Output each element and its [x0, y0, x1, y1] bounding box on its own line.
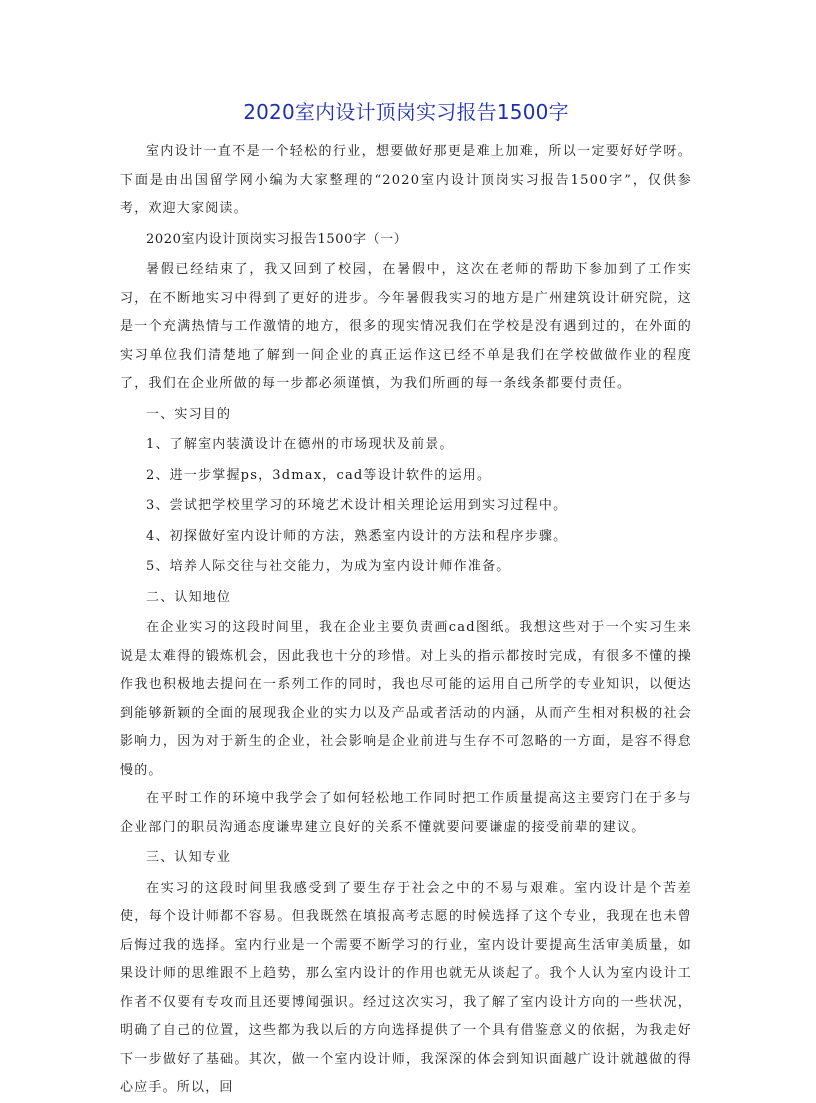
list-item: 2、进一步掌握ps，3dmax，cad等设计软件的运用。 — [146, 467, 492, 483]
paragraph-3: 在平时工作的环境中我学会了如何轻松地工作同时把工作质量提高这主要窍门在于多与企业部门的职员沟通态度谦卑建立良好的关系不懂就要问要谦虚的接受前辈的建议。 — [120, 791, 692, 835]
document-title: 2020室内设计顶岗实习报告1500字 — [243, 100, 569, 124]
list-item: 5、培养人际交往与社交能力，为成为室内设计师作准备。 — [146, 559, 511, 574]
list-item: 1、了解室内装潢设计在德州的市场现状及前景。 — [146, 437, 454, 452]
paragraph-4: 在实习的这段时间里我感受到了要生存于社会之中的不易与艰难。室内设计是个苦差使，每个设计师都不容易。但我既然在填报高考志愿的时候选择了这个专业，我现在也未曾后悔过我的选择。室内行业是一个需要不断学习的行业，室内设计要提高生活审美质量，如果设计师的思维跟不上趋势，那么室内设计的作用也就无从谈起了。我个人认为室内设计工作者不仅要有专攻而且还要博闻强识。经过这次实习，我了解了室内设计方向的一些状况，明确了自己的位置，这些都为我以后的方向选择提供了一个具有借鉴意义的依据，为我走好下一步做好了基础。其次，做一个室内设计师，我深深的体会到知识面越广设计就越做的得心应手。所以，回 — [120, 880, 692, 1095]
section-heading-position: 二、认知地位 — [146, 589, 232, 605]
report-subtitle: 2020室内设计顶岗实习报告1500字（一） — [146, 231, 408, 247]
list-item: 3、尝试把学校里学习的环境艺术设计相关理论运用到实习过程中。 — [146, 498, 568, 513]
section-heading-major: 三、认知专业 — [146, 850, 232, 865]
section-heading-purpose: 一、实习目的 — [146, 406, 232, 422]
list-item: 4、初探做好室内设计师的方法，熟悉室内设计的方法和程序步骤。 — [146, 528, 568, 544]
intro-paragraph: 室内设计一直不是一个轻松的行业，想要做好那更是难上加难，所以一定要好好学呀。下面是由出国留学网小编为大家整理的“2020室内设计顶岗实习报告1500字”，仅供参考，欢迎大家阅读。 — [120, 144, 692, 216]
paragraph-2: 在企业实习的这段时间里，我在企业主要负责画cad图纸。我想这些对于一个实习生来说是太难得的锻炼机会，因此我也十分的珍惜。对上头的指示都按时完成，有很多不懂的操作我也积极地去提问在一系列工作的同时，我也尽可能的运用自己所学的专业知识，以便达到能够新颖的全面的展现我企业的实力以及产品或者活动的内涵，从而产生相对积极的社会影响力，因为对于新生的企业，社会影响是企业前进与生存不可忽略的一方面，是容不得怠慢的。 — [120, 620, 692, 778]
paragraph-1: 暑假已经结束了，我又回到了校园，在暑假中，这次在老师的帮助下参加到了工作实习，在不断地实习中得到了更好的进步。今年暑假我实习的地方是广州建筑设计研究院，这是一个充满热情与工作激情的地方，很多的现实情况我们在学校是没有遇到过的，在外面的实习单位我们清楚地了解到一间企业的真正运作这已经不单是我们在学校做做作业的程度了，我们在企业所做的每一步都必须谨慎，为我们所画的每一条线条都要付责任。 — [120, 262, 692, 391]
